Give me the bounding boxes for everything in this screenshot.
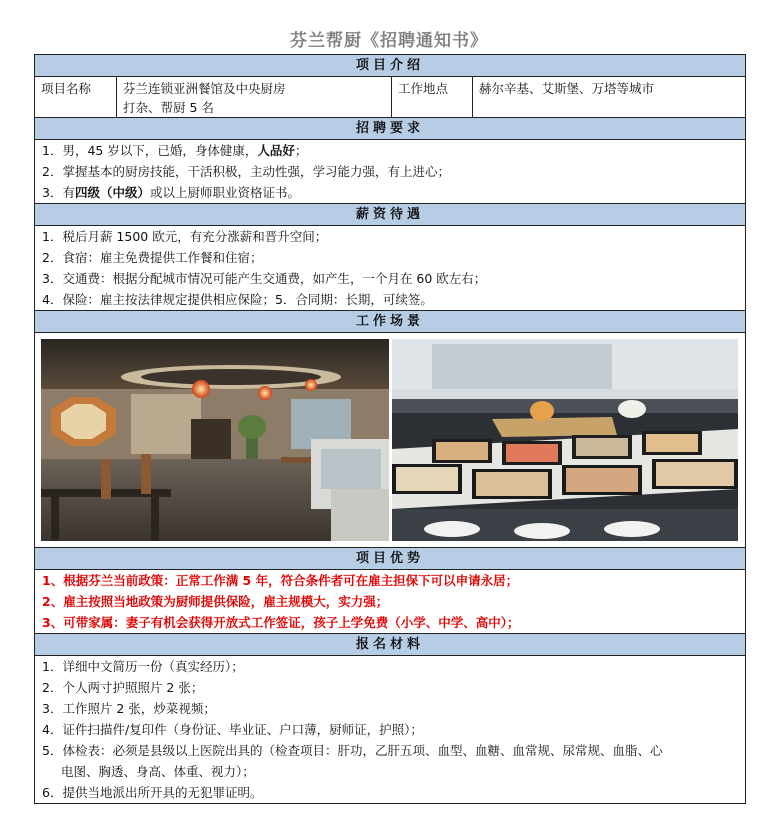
section-header-intro: 项目介绍 [35, 55, 745, 77]
requirement-emphasis: 四级（中级） [74, 185, 150, 200]
salary-item: 1．税后月薪 1500 欧元，有充分涨薪和晋升空间； [42, 229, 328, 244]
advantage-item: 2、雇主按照当地政策为厨师提供保险，雇主规模大，实力强； [42, 594, 389, 609]
restaurant-interior-illustration [41, 339, 389, 541]
salary-item: 4．保险：雇主按法律规定提供相应保险；5．合同期：长期，可续签。 [42, 292, 433, 307]
advantages-section [35, 570, 745, 634]
requirement-emphasis: 人品好 [257, 143, 295, 158]
material-item: 5．体检表：必须是县级以上医院出具的（检查项目：肝功，乙肝五项、血型、血糖、血常规、尿常规、血脂、心 [42, 743, 663, 758]
requirement-item: 2．掌握基本的厨房技能，干活积极，主动性强，学习能力强，有上进心； [42, 164, 450, 179]
section-header-requirements: 招聘要求 [35, 118, 745, 140]
requirements-section [35, 140, 745, 204]
location-label: 工作地点 [392, 77, 473, 117]
material-item: 2．个人两寸护照照片 2 张； [42, 680, 204, 695]
document-title: 芬兰帮厨《招聘通知书》 [290, 31, 488, 51]
section-header-materials: 报名材料 [35, 634, 745, 656]
section-header-advantages: 项目优势 [35, 548, 745, 570]
project-positions-line: 打杂、帮厨 5 名 [123, 100, 214, 115]
salary-item: 3．交通费：根据分配城市情况可能产生交通费，如产生，一个月在 60 欧左右； [42, 271, 487, 286]
material-item: 1．详细中文简历一份（真实经历）； [42, 659, 244, 674]
requirement-text: ； [294, 143, 308, 158]
material-item: 3．工作照片 2 张，炒菜视频； [42, 701, 216, 716]
advantage-item: 1、根据芬兰当前政策：正常工作满 5 年，符合条件者可在雇主担保下可以申请永居； [42, 573, 519, 588]
requirement-item [35, 140, 745, 161]
notice-table [34, 54, 746, 804]
section-header-salary: 薪资待遇 [35, 204, 745, 226]
materials-section [35, 656, 745, 803]
sushi-buffet-photo [392, 339, 738, 541]
requirement-text: 1．男，45 岁以下，已婚，身体健康， [42, 143, 258, 158]
requirement-text: 或以上厨师职业资格证书。 [149, 185, 300, 200]
salary-item: 2．食宿：雇主免费提供工作餐和住宿； [42, 250, 263, 265]
requirement-text: 3．有 [42, 185, 75, 200]
project-name-label: 项目名称 [35, 77, 117, 117]
material-item: 6．提供当地派出所开具的无犯罪证明。 [42, 785, 263, 800]
intro-row [35, 77, 745, 118]
location-value: 赫尔辛基、艾斯堡、万塔等城市 [479, 81, 655, 96]
material-item: 4．证件扫描件/复印件（身份证、毕业证、户口薄，厨师证，护照）； [42, 722, 423, 737]
requirement-item [35, 182, 745, 203]
sushi-buffet-illustration [392, 339, 738, 541]
advantage-item: 3、可带家属：妻子有机会获得开放式工作签证，孩子上学免费（小学、中学、高中）； [42, 615, 520, 630]
project-name-value [117, 77, 392, 117]
workplace-photos [35, 333, 745, 548]
restaurant-interior-photo [41, 339, 389, 541]
salary-section [35, 226, 745, 311]
material-item-continued: 电图、胸透、身高、体重、视力）； [61, 764, 255, 779]
section-header-workplace: 工作场景 [35, 311, 745, 333]
project-name-line: 芬兰连锁亚洲餐馆及中央厨房 [123, 81, 286, 96]
